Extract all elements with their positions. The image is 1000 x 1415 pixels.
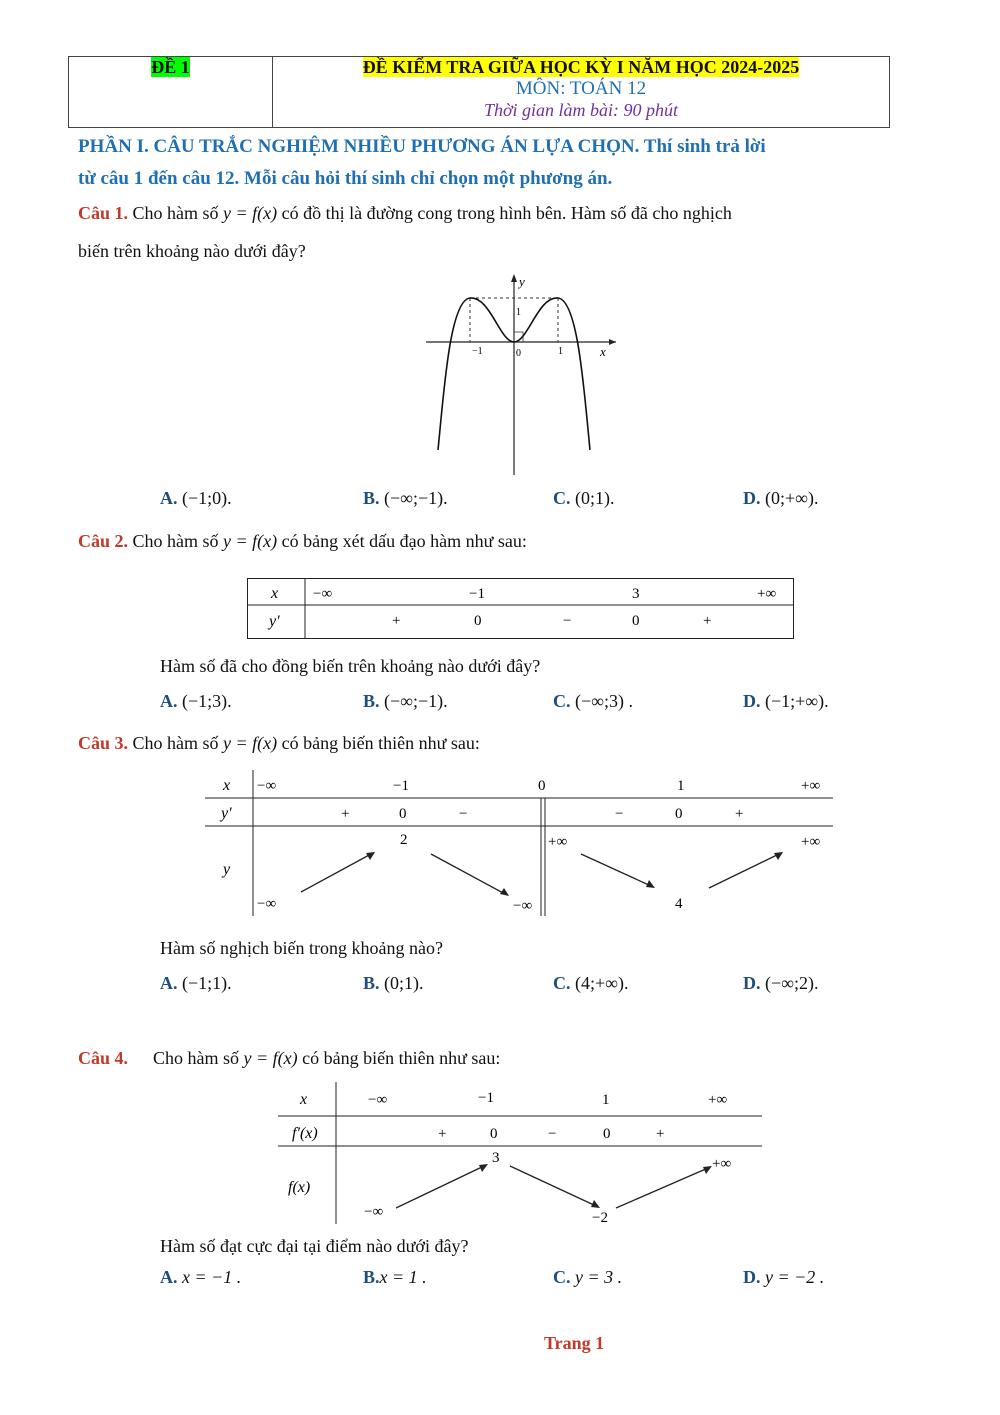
q3-row-dy: y′	[221, 805, 232, 822]
q2-x-val-2: 3	[632, 586, 640, 602]
q4-sign-3: 0	[603, 1126, 611, 1142]
q4-row-y: f(x)	[288, 1179, 311, 1196]
tick-label-neg1: −1	[472, 346, 483, 357]
q2-label: Câu 2.	[78, 531, 129, 551]
q2-option-b[interactable]: B. (−∞;−1).	[363, 691, 448, 711]
q4-func: y = f(x)	[243, 1048, 298, 1068]
exam-header	[68, 56, 890, 128]
q4-variation-table	[278, 1082, 764, 1226]
q4-option-a[interactable]: A. x = −1 .	[160, 1267, 242, 1287]
q3-option-b[interactable]: B. (0;1).	[363, 973, 424, 993]
q3-y-left-start: −∞	[257, 896, 277, 912]
q1-text-line2: biến trên khoảng nào dưới đây?	[78, 241, 306, 261]
q4-sign-2: −	[548, 1126, 557, 1142]
q2-question: Hàm số đã cho đồng biến trên khoảng nào dưới đây?	[160, 656, 541, 676]
q4-row-dy: f′(x)	[292, 1125, 318, 1142]
q3-row-x: x	[223, 777, 231, 794]
q1-text-line1	[78, 203, 732, 224]
q2-sign-1: 0	[474, 613, 482, 629]
q2-text1a: Cho hàm số	[132, 531, 219, 551]
q2-option-c[interactable]: C. (−∞;3) .	[553, 691, 633, 711]
q3-x-val-1: −1	[393, 778, 409, 794]
q3-sign-2: −	[459, 806, 468, 822]
q2-row-x: x	[271, 585, 279, 602]
tick-label-y-1: 1	[516, 307, 521, 318]
q3-text-line1	[78, 733, 480, 754]
y-axis-arrow	[511, 274, 517, 282]
q4-option-d[interactable]: D. y = −2 .	[743, 1267, 825, 1287]
q3-sign-4: 0	[675, 806, 683, 822]
q3-question: Hàm số nghịch biến trong khoảng nào?	[160, 938, 443, 958]
q3-sign-0: +	[341, 806, 350, 822]
q3-x-val-0: −∞	[257, 778, 277, 794]
q4-sign-4: +	[656, 1126, 665, 1142]
y-axis-label: y	[519, 274, 525, 289]
q2-sign-3: 0	[632, 613, 640, 629]
q4-option-b[interactable]: B.x = 1 .	[363, 1267, 427, 1287]
tick-label-x-1: 1	[558, 346, 563, 357]
section-heading-line1: PHẦN I. CÂU TRẮC NGHIỆM NHIỀU PHƯƠNG ÁN LỰA CHỌN. Thí sinh trả lời	[78, 136, 766, 157]
q1-func: y = f(x)	[223, 203, 278, 223]
q4-text1b: có bảng biến thiên như sau:	[302, 1048, 501, 1068]
q1-option-d[interactable]: D. (0;+∞).	[743, 488, 819, 508]
q1-graph	[420, 270, 620, 480]
x-axis-label: x	[600, 344, 606, 359]
q4-x-val-3: +∞	[708, 1092, 728, 1108]
q1-option-a[interactable]: A. (−1;0).	[160, 488, 232, 508]
q4-y-end: +∞	[712, 1156, 732, 1172]
q3-variation-table	[205, 770, 835, 918]
q4-row-x: x	[300, 1091, 308, 1108]
q1-text1b: có đồ thị là đường cong trong hình bên. Hàm số đã cho nghịch	[281, 203, 732, 223]
page-number: Trang 1	[544, 1333, 605, 1353]
section-heading-line2: từ câu 1 đến câu 12. Mỗi câu hỏi thí sinh chỉ chọn một phương án.	[78, 168, 613, 189]
q3-x-val-2: 0	[538, 778, 546, 794]
exam-code-cell	[69, 57, 273, 127]
q3-x-val-4: +∞	[801, 778, 821, 794]
q1-option-c[interactable]: C. (0;1).	[553, 488, 615, 508]
q2-x-val-1: −1	[469, 586, 485, 602]
q3-y-max: 2	[400, 832, 408, 848]
q3-y-mid-left: −∞	[513, 898, 533, 914]
x-axis-arrow	[609, 339, 616, 345]
exam-title-cell	[273, 57, 889, 127]
q3-option-a[interactable]: A. (−1;1).	[160, 973, 232, 993]
q4-y-min: −2	[592, 1210, 608, 1226]
q2-row-y: y′	[269, 613, 280, 630]
q4-y-max: 3	[492, 1150, 500, 1166]
q4-text1a: Cho hàm số	[153, 1048, 240, 1068]
q2-text-line1	[78, 531, 527, 552]
q2-sign-table	[247, 578, 795, 642]
q2-option-a[interactable]: A. (−1;3).	[160, 691, 232, 711]
q3-row-y: y	[223, 861, 231, 878]
q2-sign-4: +	[703, 613, 712, 629]
q4-x-val-0: −∞	[368, 1092, 388, 1108]
q4-sign-1: 0	[490, 1126, 498, 1142]
q4-text-line1	[78, 1048, 500, 1069]
q4-x-val-2: 1	[602, 1092, 610, 1108]
q2-option-d[interactable]: D. (−1;+∞).	[743, 691, 829, 711]
q2-sign-0: +	[392, 613, 401, 629]
q4-option-c[interactable]: C. y = 3 .	[553, 1267, 623, 1287]
q3-text1b: có bảng biến thiên như sau:	[281, 733, 480, 753]
q3-y-right-end: +∞	[801, 834, 821, 850]
q4-y-start: −∞	[364, 1204, 384, 1220]
exam-time: Thời gian làm bài: 90 phút	[483, 100, 679, 120]
q3-y-mid-right: +∞	[548, 834, 568, 850]
q3-label: Câu 3.	[78, 733, 129, 753]
q1-text1a: Cho hàm số	[132, 203, 219, 223]
q2-x-val-0: −∞	[313, 586, 333, 602]
q3-sign-3: −	[615, 806, 624, 822]
exam-subject: MÔN: TOÁN 12	[515, 78, 647, 99]
q1-label: Câu 1.	[78, 203, 129, 223]
q2-sign-2: −	[563, 613, 572, 629]
exam-code: ĐỀ 1	[151, 57, 190, 77]
tick-label-0: 0	[516, 348, 521, 359]
q3-func: y = f(x)	[223, 733, 278, 753]
q2-x-val-3: +∞	[757, 586, 777, 602]
q3-option-d[interactable]: D. (−∞;2).	[743, 973, 819, 993]
q1-option-b[interactable]: B. (−∞;−1).	[363, 488, 448, 508]
q3-text1a: Cho hàm số	[132, 733, 219, 753]
q3-option-c[interactable]: C. (4;+∞).	[553, 973, 629, 993]
q2-func: y = f(x)	[223, 531, 278, 551]
q4-question: Hàm số đạt cực đại tại điểm nào dưới đây?	[160, 1236, 469, 1256]
q4-sign-0: +	[438, 1126, 447, 1142]
q4-label: Câu 4.	[78, 1048, 129, 1068]
q3-y-min: 4	[675, 896, 683, 912]
q3-x-val-3: 1	[677, 778, 685, 794]
q4-x-val-1: −1	[478, 1090, 494, 1106]
q3-sign-5: +	[735, 806, 744, 822]
q3-sign-1: 0	[399, 806, 407, 822]
exam-title: ĐỀ KIỂM TRA GIỮA HỌC KỲ I NĂM HỌC 2024-2025	[362, 57, 800, 77]
q2-text1b: có bảng xét dấu đạo hàm như sau:	[281, 531, 527, 551]
